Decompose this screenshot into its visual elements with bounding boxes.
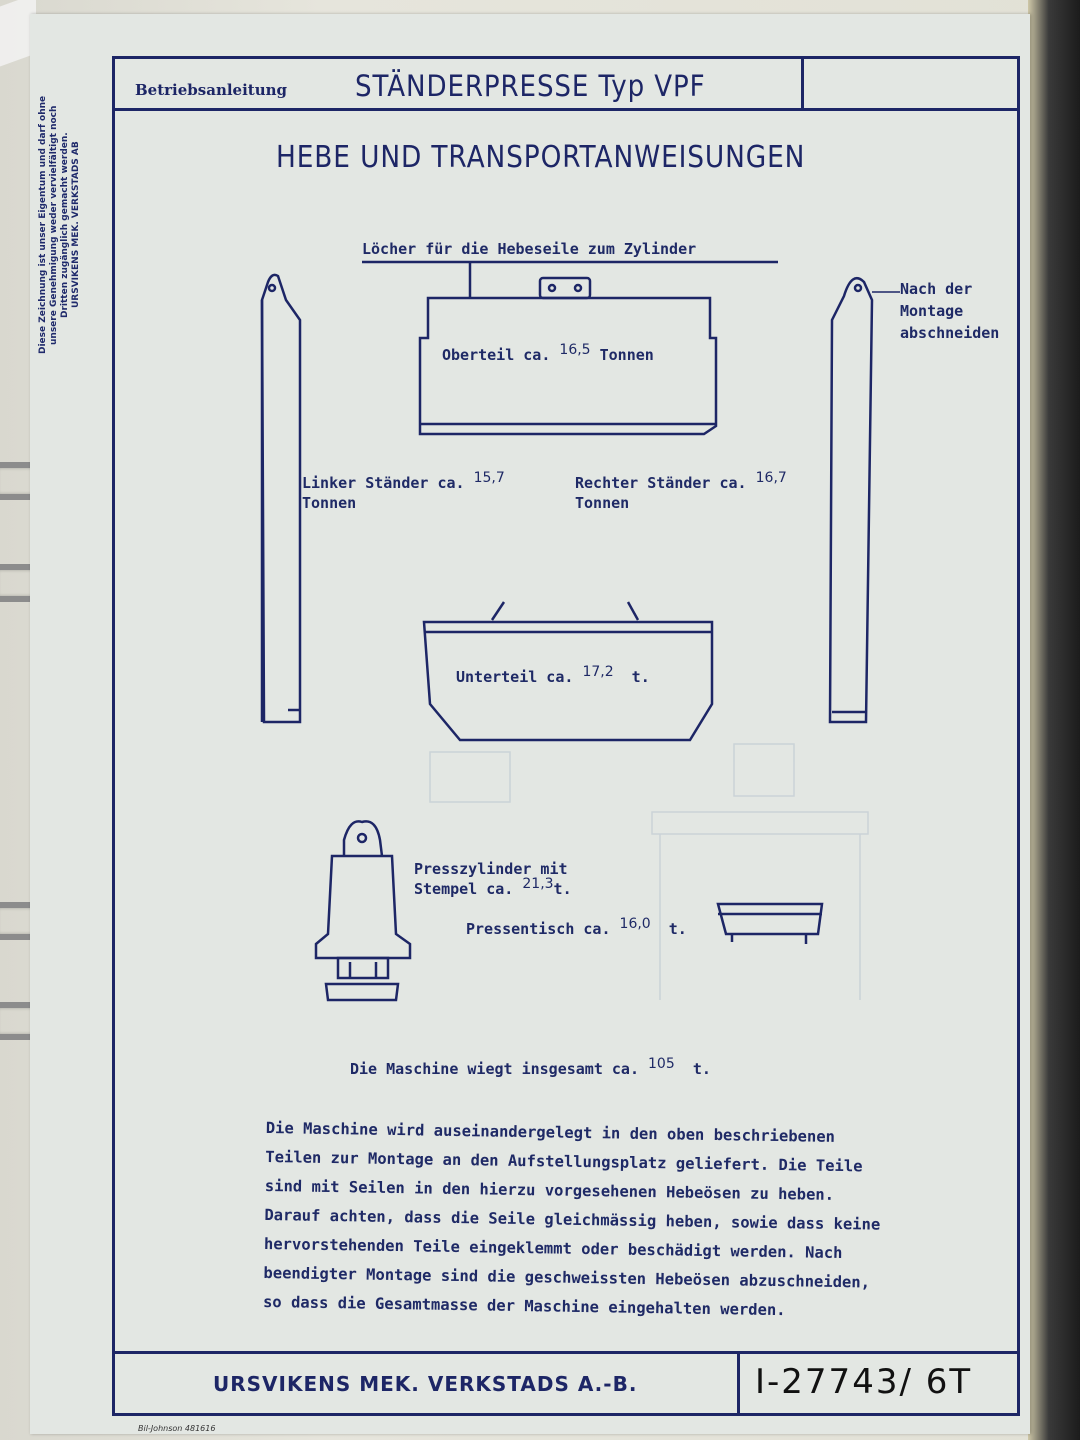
printer-mark: Bil-Johnson 481616 xyxy=(138,1424,216,1433)
instructions-paragraph xyxy=(263,1114,996,1328)
left-stand-drawing xyxy=(262,275,300,722)
cylinder-caption-line-2: Stempel ca. 21,3t. xyxy=(414,876,572,898)
total-weight: Die Maschine wiegt insgesamt ca. 105 t. xyxy=(350,1056,711,1078)
upper-part-caption: Oberteil ca. 16,5 Tonnen xyxy=(442,342,654,364)
paragraph-line: so dass die Gesamtmasse der Maschine eingehalten werden. xyxy=(262,1292,786,1320)
holes-label: Löcher für die Hebeseile zum Zylinder xyxy=(362,240,697,258)
cut-note-line-3: abschneiden xyxy=(900,324,1000,342)
paragraph-line: Darauf achten, dass die Seile gleichmässig heben, sowie dass keine xyxy=(264,1205,881,1234)
left-stand-caption: Linker Ständer ca. 15,7 xyxy=(302,470,505,492)
right-stand-drawing xyxy=(830,278,900,722)
left-stand-unit: Tonnen xyxy=(302,494,357,512)
paragraph-line: hervorstehenden Teile eingeklemmt oder beschädigt werden. Nach xyxy=(263,1234,843,1263)
press-table-drawing xyxy=(718,904,822,944)
main-heading: HEBE UND TRANSPORTANWEISUNGEN xyxy=(276,140,806,175)
document-title: STÄNDERPRESSE Typ VPF xyxy=(355,69,706,103)
document-number: I-27743/ 6T xyxy=(755,1362,973,1402)
document-type: Betriebsanleitung xyxy=(135,81,288,99)
press-cylinder-drawing xyxy=(316,821,410,1000)
right-stand-caption: Rechter Ständer ca. 16,7 xyxy=(575,470,787,492)
paragraph-line: beendigter Montage sind die geschweissten Hebeösen abzuschneiden, xyxy=(263,1263,871,1292)
copyright-sidebar: Diese Zeichnung ist unser Eigentum und darf ohne unsere Genehmigung weder vervielfältigt noch Dritten zugänglich gemacht werden. URSVIKENS MEK. VERKSTADS AB xyxy=(38,95,81,355)
lower-part-caption: Unterteil ca. 17,2 t. xyxy=(456,664,650,686)
paragraph-line: Teilen zur Montage an den Aufstellungsplatz geliefert. Die Teile xyxy=(265,1147,863,1176)
cut-note-line-2: Montage xyxy=(900,302,964,320)
cylinder-caption-line-1: Presszylinder mit xyxy=(414,860,568,878)
press-table-caption: Pressentisch ca. 16,0 t. xyxy=(466,916,687,938)
cut-note-line-1: Nach der xyxy=(900,280,973,298)
paragraph-line: Die Maschine wird auseinandergelegt in den oben beschriebenen xyxy=(265,1118,836,1146)
paragraph-line: sind mit Seilen in den hierzu vorgesehenen Hebeösen zu heben. xyxy=(264,1176,835,1204)
right-stand-unit: Tonnen xyxy=(575,494,630,512)
company-name: URSVIKENS MEK. VERKSTADS A.-B. xyxy=(213,1372,638,1396)
